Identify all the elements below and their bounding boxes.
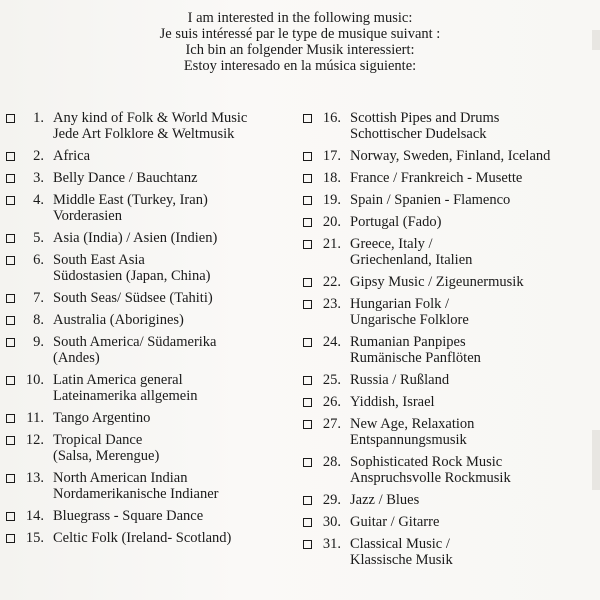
option-number: 8. — [33, 312, 44, 328]
option-number: 19. — [322, 192, 341, 208]
option-label-line: Nordamerikanische Indianer — [53, 486, 219, 502]
music-option-row — [303, 454, 595, 486]
music-option-row — [303, 514, 595, 530]
option-number: 26. — [322, 394, 341, 410]
option-label — [350, 236, 595, 268]
option-label — [53, 410, 296, 426]
checkbox-icon[interactable] — [303, 240, 312, 249]
header-line-spanish: Estoy interesado en la música siguiente: — [183, 58, 417, 74]
option-number: 21. — [322, 236, 341, 252]
option-label — [350, 192, 595, 208]
page-edge-shadow — [592, 30, 600, 50]
checkbox-icon[interactable] — [303, 300, 312, 309]
checkbox-icon[interactable] — [303, 420, 312, 429]
option-label — [350, 394, 595, 410]
option-label-line: Anspruchsvolle Rockmusik — [350, 470, 511, 486]
music-option-row — [6, 312, 296, 328]
option-label-line: Tango Argentino — [53, 410, 151, 426]
option-label-line: Sophisticated Rock Music — [350, 454, 503, 470]
option-label — [350, 170, 595, 186]
option-label-line: Asia (India) / Asien (Indien) — [53, 230, 218, 246]
music-list-right — [303, 110, 595, 574]
checkbox-icon[interactable] — [303, 376, 312, 385]
option-label — [53, 470, 296, 502]
music-option-row — [303, 334, 595, 366]
music-option-row — [6, 372, 296, 404]
music-option-row — [303, 110, 595, 142]
checkbox-icon[interactable] — [303, 518, 312, 527]
option-label — [53, 148, 296, 164]
option-label-line: South America/ Südamerika — [53, 334, 217, 350]
option-label-line: South East Asia — [53, 252, 145, 268]
option-label-line: Celtic Folk (Ireland- Scotland) — [53, 530, 232, 546]
option-number: 5. — [33, 230, 44, 246]
option-label-line: Africa — [53, 148, 91, 164]
option-label-line: North American Indian — [53, 470, 188, 486]
option-label-line: Yiddish, Israel — [350, 394, 435, 410]
music-option-row — [6, 410, 296, 426]
option-number: 6. — [33, 252, 44, 268]
music-option-row — [303, 296, 595, 328]
option-label-line: Gipsy Music / Zigeunermusik — [350, 274, 524, 290]
music-option-row — [303, 192, 595, 208]
checkbox-icon[interactable] — [6, 256, 15, 265]
option-label-line: Schottischer Dudelsack — [350, 126, 487, 142]
option-number: 2. — [33, 148, 44, 164]
option-label-line: Jazz / Blues — [350, 492, 420, 508]
checkbox-icon[interactable] — [303, 540, 312, 549]
option-label-line: Any kind of Folk & World Music — [53, 110, 248, 126]
option-number: 4. — [33, 192, 44, 208]
option-label-line: Belly Dance / Bauchtanz — [53, 170, 198, 186]
option-label — [350, 334, 595, 366]
music-option-row — [303, 148, 595, 164]
option-label-line: Scottish Pipes and Drums — [350, 110, 500, 126]
page-edge-shadow — [592, 430, 600, 490]
option-label — [350, 536, 595, 568]
option-number: 10. — [25, 372, 44, 388]
checkbox-icon[interactable] — [303, 278, 312, 287]
option-label — [350, 492, 595, 508]
music-option-row — [6, 290, 296, 306]
music-option-row — [303, 492, 595, 508]
option-number: 1. — [33, 110, 44, 126]
option-label-line: Tropical Dance — [53, 432, 143, 448]
option-label-line: Jede Art Folklore & Weltmusik — [53, 126, 235, 142]
checkbox-icon[interactable] — [6, 414, 15, 423]
option-label-line: Griechenland, Italien — [350, 252, 473, 268]
option-number: 27. — [322, 416, 341, 432]
option-number: 28. — [322, 454, 341, 470]
option-number: 23. — [322, 296, 341, 312]
option-number: 16. — [322, 110, 341, 126]
option-label-line: Entspannungsmusik — [350, 432, 467, 448]
option-number: 30. — [322, 514, 341, 530]
header-line-french: Je suis intéressé par le type de musique suivant : — [159, 26, 441, 42]
option-label — [350, 296, 595, 328]
option-label-line: France / Frankreich - Musette — [350, 170, 523, 186]
checkbox-icon[interactable] — [6, 196, 15, 205]
option-label — [350, 110, 595, 142]
option-label-line: New Age, Relaxation — [350, 416, 475, 432]
music-option-row — [6, 508, 296, 524]
option-label — [53, 372, 296, 404]
checkbox-icon[interactable] — [303, 338, 312, 347]
checkbox-icon[interactable] — [6, 294, 15, 303]
checkbox-icon[interactable] — [6, 174, 15, 183]
checkbox-icon[interactable] — [6, 338, 15, 347]
option-label — [53, 192, 296, 224]
option-label-line: Vorderasien — [53, 208, 122, 224]
checkbox-icon[interactable] — [6, 534, 15, 543]
checkbox-icon[interactable] — [6, 376, 15, 385]
option-label-line: Klassische Musik — [350, 552, 453, 568]
music-option-row — [6, 252, 296, 284]
checkbox-icon[interactable] — [6, 234, 15, 243]
option-label-line: Ungarische Folklore — [350, 312, 469, 328]
checkbox-icon[interactable] — [6, 114, 15, 123]
option-label-line: Hungarian Folk / — [350, 296, 450, 312]
checkbox-icon[interactable] — [303, 398, 312, 407]
option-number: 18. — [322, 170, 341, 186]
option-number: 24. — [322, 334, 341, 350]
option-label — [53, 508, 296, 524]
music-option-row — [6, 470, 296, 502]
option-number: 12. — [25, 432, 44, 448]
music-option-row — [6, 110, 296, 142]
option-number: 20. — [322, 214, 341, 230]
option-label-line: Rumänische Panflöten — [350, 350, 481, 366]
option-number: 13. — [25, 470, 44, 486]
music-option-row — [6, 170, 296, 186]
option-label-line: Russia / Rußland — [350, 372, 450, 388]
music-list-left — [6, 110, 296, 552]
option-label-line: Australia (Aborigines) — [53, 312, 184, 328]
option-label-line: Middle East (Turkey, Iran) — [53, 192, 208, 208]
option-label — [53, 252, 296, 284]
music-option-row — [303, 274, 595, 290]
music-option-row — [303, 214, 595, 230]
option-label — [350, 372, 595, 388]
option-number: 14. — [25, 508, 44, 524]
option-number: 3. — [33, 170, 44, 186]
option-label-line: Spain / Spanien - Flamenco — [350, 192, 511, 208]
checkbox-icon[interactable] — [6, 436, 15, 445]
option-number: 7. — [33, 290, 44, 306]
header-line-english: I am interested in the following music: — [187, 10, 413, 26]
checkbox-icon[interactable] — [303, 114, 312, 123]
option-label — [53, 170, 296, 186]
option-label-line: Rumanian Panpipes — [350, 334, 466, 350]
option-label — [53, 290, 296, 306]
option-label — [53, 312, 296, 328]
music-option-row — [303, 536, 595, 568]
checkbox-icon[interactable] — [6, 316, 15, 325]
option-label-line: (Salsa, Merengue) — [53, 448, 160, 464]
option-number: 17. — [322, 148, 341, 164]
option-number: 31. — [322, 536, 341, 552]
header-line-german: Ich bin an folgender Musik interessiert: — [185, 42, 415, 58]
checkbox-icon[interactable] — [6, 152, 15, 161]
option-label — [350, 454, 595, 486]
checkbox-icon[interactable] — [303, 174, 312, 183]
music-option-row — [303, 170, 595, 186]
option-label-line: Guitar / Gitarre — [350, 514, 440, 530]
option-label-line: Greece, Italy / — [350, 236, 433, 252]
option-label — [350, 416, 595, 448]
option-number: 22. — [322, 274, 341, 290]
checkbox-icon[interactable] — [303, 496, 312, 505]
option-label-line: South Seas/ Südsee (Tahiti) — [53, 290, 213, 306]
checkbox-icon[interactable] — [303, 152, 312, 161]
checkbox-icon[interactable] — [303, 458, 312, 467]
music-option-row — [303, 236, 595, 268]
music-option-row — [303, 372, 595, 388]
option-label — [350, 214, 595, 230]
option-label-line: Portugal (Fado) — [350, 214, 442, 230]
checkbox-icon[interactable] — [303, 218, 312, 227]
form-header — [0, 10, 600, 74]
option-label-line: Südostasien (Japan, China) — [53, 268, 211, 284]
option-number: 29. — [322, 492, 341, 508]
option-number: 15. — [25, 530, 44, 546]
option-label-line: (Andes) — [53, 350, 100, 366]
option-label — [53, 334, 296, 366]
music-option-row — [6, 530, 296, 546]
option-label — [53, 230, 296, 246]
option-label-line: Lateinamerika allgemein — [53, 388, 198, 404]
music-option-row — [6, 230, 296, 246]
option-label-line: Latin America general — [53, 372, 183, 388]
option-number: 9. — [33, 334, 44, 350]
option-label — [53, 110, 296, 142]
option-label-line: Classical Music / — [350, 536, 450, 552]
option-number: 25. — [322, 372, 341, 388]
option-label — [350, 274, 595, 290]
music-option-row — [6, 432, 296, 464]
music-option-row — [303, 416, 595, 448]
option-label-line: Bluegrass - Square Dance — [53, 508, 204, 524]
option-label — [53, 432, 296, 464]
option-label — [53, 530, 296, 546]
option-label-line: Norway, Sweden, Finland, Iceland — [350, 148, 551, 164]
option-label — [350, 514, 595, 530]
checkbox-icon[interactable] — [6, 474, 15, 483]
checkbox-icon[interactable] — [303, 196, 312, 205]
music-option-row — [6, 148, 296, 164]
checkbox-icon[interactable] — [6, 512, 15, 521]
option-label — [350, 148, 595, 164]
option-number: 11. — [26, 410, 44, 426]
music-option-row — [6, 334, 296, 366]
music-option-row — [303, 394, 595, 410]
music-option-row — [6, 192, 296, 224]
